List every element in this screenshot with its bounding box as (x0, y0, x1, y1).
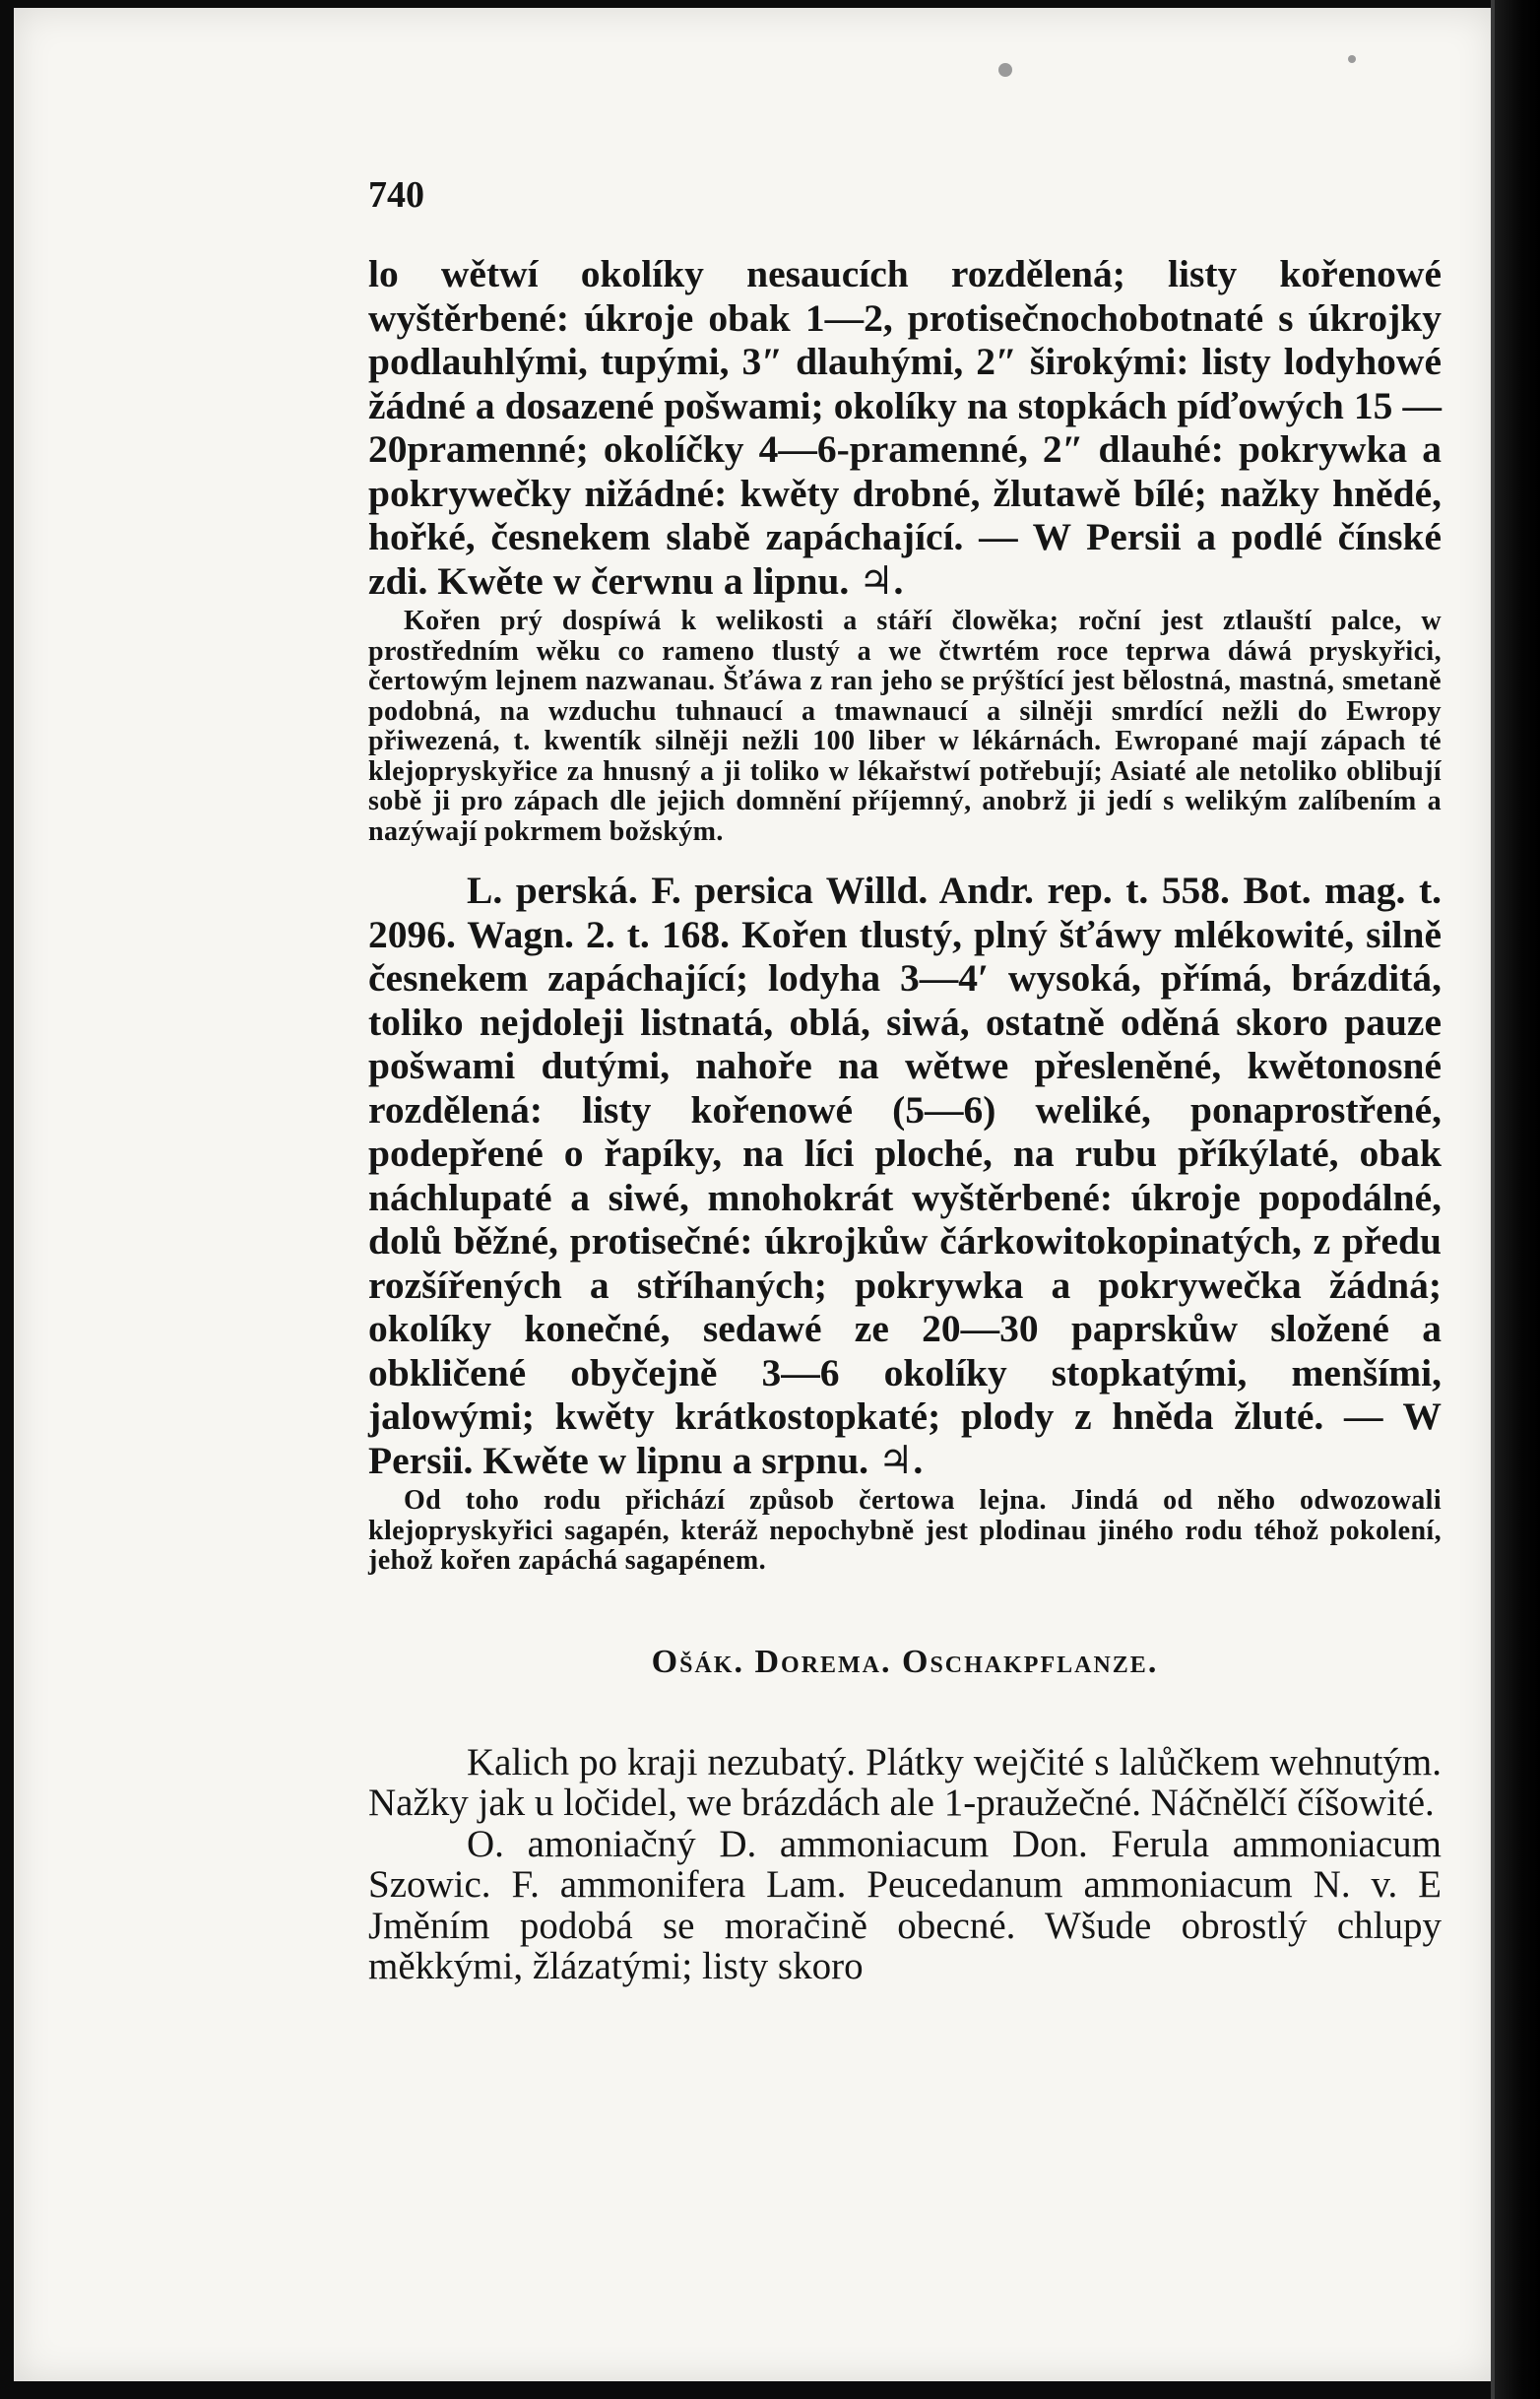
page-speck (998, 63, 1012, 77)
page-content (368, 173, 1442, 1987)
book-page (14, 8, 1495, 2381)
book-gutter (1495, 0, 1540, 2399)
page-speck (1348, 55, 1356, 63)
paragraph-dorema-ammoniacum: O. amoniačný D. ammoniacum Don. Ferula ammoniacum Szowic. F. ammonifera Lam. Peucedanum ammoniacum N. v. E Jměním podobá se moračině obecné. Wšude obrostlý chlupy měkkými, žlázatými; listy skoro (368, 1822, 1442, 1987)
note-root-resin: Kořen prý dospíwá k welikosti a stáří člowěka; roční jest ztlauští palce, w prostředním wěku co rameno tlustý a we čtwrtém roce teprwa dáwá pryskyřici, čertowým lejnem nazwanau. Šťáwa z ran jeho se prýštící jest bělostná, mastná, smetaně podobná, na wzduchu tuhnaucí a tmawnaucí a silněji smrdící nežli do Ewropy přiwezená, t. kwentík silněji nežli 100 liber w lékárnách. Ewropané mají zápach té klejopryskyřice za hnusný a ji toliko w lékařstwí potřebují; Asiaté ale netoliko oblibují sobě ji pro zápach dle jejich domnění příjemný, anobrž ji jedí s welikým zalíbením a nazýwají pokrmem božským. (368, 606, 1442, 847)
paragraph-dorema-genus: Kalich po kraji nezubatý. Plátky wejčité s lalůčkem wehnutým. Nažky jak u ločidel, we brázdách ale 1-praužečné. Náčnělčí číšowité. (368, 1740, 1442, 1824)
page-number: 740 (368, 174, 424, 216)
section-heading-dorema: Ošák. Dorema. Oschakpflanze. (651, 1643, 1159, 1680)
paragraph-ferula-description: lo wětwí okolíky nesaucích rozdělená; listy kořenowé wyštěrbené: úkroje obak 1—2, protisečnochobotnaté s úkrojky podlauhlými, tupými, 3″ dlauhými, 2″ širokými: listy lodyhowé žádné a dosazené pošwami; okolíky na stopkách píďowých 15 — 20pramenné; okolíčky 4—6-pramenné, 2″ dlauhé: pokrywka a pokrywečky nižádné: kwěty drobné, žlutawě bílé; nažky hnědé, hořké, česnekem slabě zapáchající. — W Persii a podlé čínské zdi. Kwěte w čerwnu a lipnu. ♃. (368, 252, 1442, 603)
note-sagapen: Od toho rodu přichází způsob čertowa lejna. Jindá od něho odwozowali klejopryskyřici sagapén, kteráž nepochybně jest plodinau jiného rodu téhož pokolení, jehož kořen zapáchá sagapénem. (368, 1485, 1442, 1576)
paragraph-ferula-persica: L. perská. F. persica Willd. Andr. rep. t. 558. Bot. mag. t. 2096. Wagn. 2. t. 168. Kořen tlustý, plný šťáwy mlékowité, silně česnekem zapáchající; lodyha 3—4′ wysoká, přímá, brázditá, toliko nejdoleji listnatá, oblá, siwá, ostatně oděná skoro pauze pošwami dutými, nahoře na wětwe přesleněné, kwětonosné rozdělená: listy kořenowé (5—6) weliké, ponaprostřené, podepřené o řapíky, na líci ploché, na rubu příkýlaté, obak náchlupaté a siwé, mnohokrát wyštěrbené: úkroje popodálné, dolů běžné, protisečné: úkrojkůw čárkowitokopinatých, z předu rozšířených a stříhaných; pokrywka a pokrywečka žádná; okolíky konečné, sedawé ze 20—30 paprskůw složené a obkličené obyčejně 3—6 okolíky stopkatými, menšími, jalowými; kwěty krátkostopkaté; plody z hněda žluté. — W Persii. Kwěte w lipnu a srpnu. ♃. (368, 869, 1442, 1482)
